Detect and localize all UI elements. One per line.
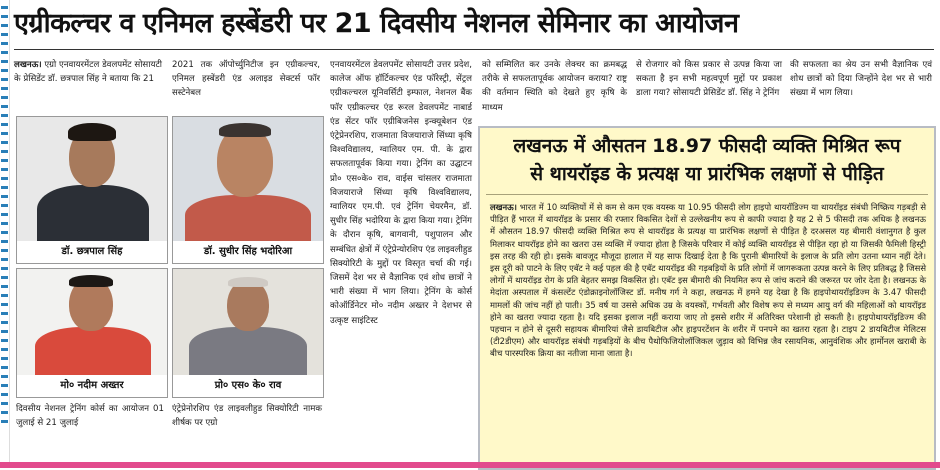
photo-chhatrapal-singh [16, 116, 168, 264]
photo-caption: मो० नदीम अख्तर [17, 375, 167, 397]
photo-sudhir-singh-bhadoria [172, 116, 324, 264]
photo-caption: प्रो० एस० के० राव [173, 375, 323, 397]
main-headline: एग्रीकल्चर व एनिमल हस्बेंडरी पर 21 दिवसीय नेशनल सेमिनार का आयोजन [14, 8, 739, 39]
article-column-3: एनवायरमेंटल डेवलपमेंट सोसायटी उत्तर प्रदेश, कालेज ऑफ हॉर्टिकल्चर एंड फॉरेस्ट्री, सेंट्रल एग्रीकल्चरल यूनिवर्सिटी इम्फाल, नेशनल बैंक फॉर एग्रीकल्चर एंड रूरल डेवलपमेंट नाबार्ड एंड सेंटर फॉर एग्रीबिजनेस इन्क्यूबेशन एंड एंट्रेप्रेनरशिप, राजमाता विजयाराजे सिंध्या कृषि विश्वविद्यालय, ग्वालियर एम. पी. के द्वारा सफलतापूर्वक किया गया। ट्रेनिंग का उद्घाटन प्रो० एस०के० राव, वाईस चांसलर राजमाता विजयाराजे सिंध्या कृषि विश्वविद्यालय, ग्वालियर एम.पी. एवं ट्रेनिंग चेयरमैन, डॉ. सुधीर सिंह भदोरिया के द्वारा किया गया। ट्रेनिंग के दौरान कृषि, बागवानी, पशुपालन और सम्बंधित क्षेत्रों में एंट्रेप्रेन्योरशिप एंड लाइवलीहुड सिक्योरिटी के मुद्दों पर विस्तृत चर्चा की गई। जिसमें देश भर से वैज्ञानिक एवं शोध छात्रों ने भारी संख्या में भाग लिया। ट्रेनिंग के कोर्स कोऑर्डिनेटर मो० नदीम अख्तर ने देशभर से उत्कृष्ट साइंटिस्ट [330, 60, 472, 326]
person-figure [189, 327, 307, 375]
article-column-1-top [14, 58, 162, 86]
boxed-story-rule [486, 194, 928, 195]
boxed-story-body [490, 201, 926, 360]
boxed-story-title [480, 132, 934, 188]
bottom-color-bar [0, 462, 940, 468]
person-hair [68, 123, 116, 141]
article-column-4-top: को सम्मिलित कर उनके लेक्चर का क्रमबद्ध तरीके से सफलतापूर्वक आयोजन कराया? राष्ट्र की वर्तमान स्थिति को देखते हुए कृषि के माध्यम [482, 60, 627, 113]
person-figure [35, 327, 151, 375]
person-figure [37, 185, 149, 245]
left-column-strip [0, 0, 10, 468]
person-hair [228, 277, 268, 287]
person-hair [69, 275, 113, 287]
dateline: लखनऊ। [14, 60, 42, 70]
person-figure [185, 195, 311, 245]
photo-nadeem-akhtar [16, 268, 168, 398]
person-hair [219, 123, 271, 137]
article-column-6-top: की सफलता का श्रेय उन सभी वैज्ञानिक एवं शोध छात्रों को दिया जिन्होंने देश भर से भारी संख्या में भाग लिया। [790, 60, 932, 99]
article-column-5-top: से रोजगार को किस प्रकार से उत्पन्न किया जा सकता है इन सभी महत्वपूर्ण मुद्दों पर प्रकाश डाला गया? सोसायटी प्रेसिडेंट डॉ. सिंह ने ट्रेनिंग [636, 60, 782, 99]
boxed-story [478, 126, 936, 470]
boxed-story-title-line-1: लखनऊ में औसतन 18.97 फीसदी व्यक्ति मिश्रित रूप [513, 135, 901, 157]
photo-sk-rao [172, 268, 324, 398]
dateline: लखनऊ। [490, 202, 517, 212]
article-column-2-bottom: एंट्रेप्रेनोरशिप एंड लाइवलीहुड सिक्योरिटी नामक शीर्षक पर एग्रो [172, 404, 322, 429]
article-column-2-top: 2021 तक ऑपोर्च्युनिटीज इन एग्रीकल्चर, एनिमल हस्बेंडरी एंड अलाइड सेक्टर्स फॉर सस्टेनेबल [172, 60, 320, 99]
boxed-story-title-line-2: से थायरॉइड के प्रत्यक्ष या प्रारंभिक लक्षणों से पीड़ित [530, 163, 884, 185]
boxed-story-text: भारत में 10 व्यक्तियों में से कम से कम एक वयस्क या 10.95 फीसदी लोग हाइपो थायरॉडिज्म या थायरॉइड संबंधी निष्क्रिय गड़बड़ी से पीड़ित हैं भारत में थायरॉइड के प्रसार की रफ्तार विकसित देशों से उल्लेखनीय रूप से काफी ज्यादा है यह 2 से 5 फीसदी तक अधिक है लखनऊ में औसतन 18.97 फीसदी व्यक्ति मिश्रित रूप से थायरॉइड के प्रत्यक्ष या प्रारंभिक लक्षणों से पीड़ित है दरअसल यह बीमारी वंशानुगत है कुल मिलाकर थायरॉइड होने का खतरा उस व्यक्ति में ज्यादा होता है जिसके परिवार में कोई व्यक्ति थायरॉइड से पीड़ित रहा हो या जिसकी फैमिली हिस्ट्री इस तरह की रही हो। इसके बावजूद मौजूदा हालात में यह साफ दिखाई देता है कि पुरानी बीमारियों के इलाज के प्रति लोग उतना ध्यान नहीं देते। इस दूरी को पाटने के लिए एबॅट ने कई पहल की है एबॅट थायरॉइड की गड़बड़ियों के प्रति लोगों में जागरूकता उत्पन्न करने के लिए प्रतिबद्ध है जिससे लोगों में थायरॉइड रोग के प्रति बेहतर समझ विकसित हो। एबॅट इस बीमारी की नियमित रूप से जांच कराने की जरूरत पर जोर देता है। लखनऊ के मेदांता अस्पताल में कंसल्टेंट एंडोक्राइनोलॉजिस्ट डॉ. मनीष गर्ग ने कहा, लखनऊ में हमने यह देखा है कि हाइपोथायरॉइडिज्म के 3.47 फीसदी मामलों की जांच नहीं हो पाती। 35 वर्ष या उससे अधिक उम्र के वयस्कों, गर्भवती और विशेष रूप से मध्यम आयु वर्ग की महिलाओं को थायरॉइड होने का खतरा ज्यादा रहता है। यदि इसका इलाज नहीं कराया जाए तो इससे शरीर में अतिरिक्त परेशानी हो सकती है। हाइपोथायरॉइडिज्म की पहचान न होने से दूसरी सहायक बीमारियां जैसे डायबिटीज और हाइपरटेंशन के शरीर में पनपने का खतरा रहता है। टाइप 2 डायबिटीज मेलिटस (टी2डीएम) और थायरॉइड संबंधी गड़बड़ियों के बीच पैथोफिजियोलॉजिकल जुड़ाव को विभिन्न जैव रसायनिक, आनुवंशिक और हार्मोनल खराबी के बीच पारस्परिक क्रिया का नतीजा माना जाता है। [490, 202, 926, 359]
photo-caption: डॉ. सुधीर सिंह भदोरिआ [173, 241, 323, 263]
column-text: एग्रो एनवायरमेंटल डेवलपमेंट सोसायटी के प्रेसिडेंट डॉ. छत्रपाल सिंह ने बताया कि 21 [14, 60, 162, 85]
photo-caption: डॉ. छत्रपाल सिंह [17, 241, 167, 263]
article-column-1-bottom: दिवसीय नेशनल ट्रेनिंग कोर्स का आयोजन 01 जुलाई से 21 जुलाई [16, 404, 164, 429]
headline-rule [14, 49, 934, 50]
